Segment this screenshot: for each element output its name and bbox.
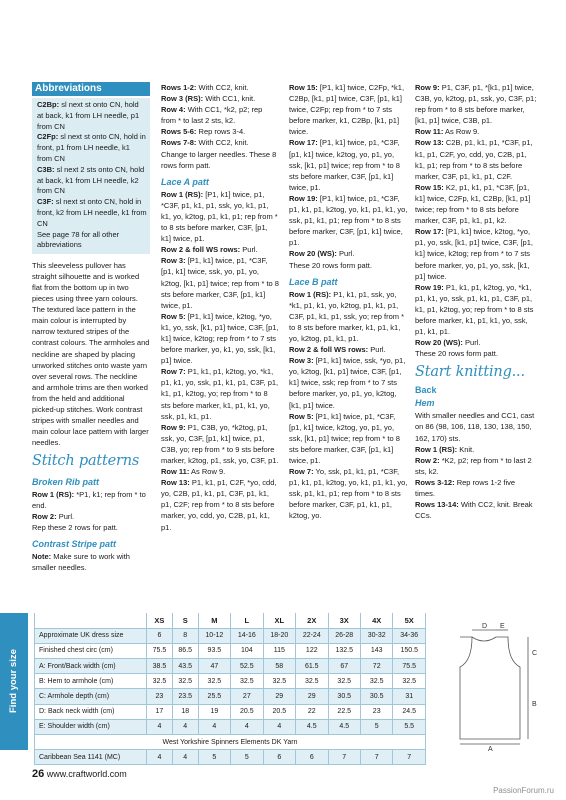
pattern-row: Row 3: [P1, k1] twice, p1, *C3F, [p1, k1] twice, ssk, yo, p1, yo, k2tog, [k1, p1] twice; rep from * to 8 sts before marker, C3F, [p1, k1] twice, p1. <box>161 256 279 310</box>
pattern-row: Rows 13-14: With CC2, knit. Break CCs. <box>415 500 533 521</box>
size-cell: 4.5 <box>296 719 328 734</box>
pattern-row: Row 5: [P1, k1] twice, p1, *C3F, [p1, k1] twice, k2tog, yo, p1, yo, ssk, [k1, p1] twice; rep from * to 8 sts before marker, C3F, [p1, k1] twice, p1. <box>289 411 400 465</box>
yarn-cell: 5 <box>231 750 263 765</box>
size-cell: 17 <box>147 704 173 719</box>
size-cell: 67 <box>328 659 360 674</box>
lace-a-after-text: These 20 rows form patt. <box>289 260 372 270</box>
size-cell: 8 <box>172 628 198 643</box>
size-cell: 30.5 <box>328 689 360 704</box>
label-a: A <box>488 746 493 751</box>
garment-schematic <box>440 623 558 751</box>
pattern-row: Rows 1-2: With CC2, knit. <box>161 83 249 92</box>
size-cell: 23 <box>360 704 392 719</box>
yarn-cell: 7 <box>360 750 392 765</box>
pattern-row: Row 9: P1, C3F, p1, *[k1, p1] twice, C3B, yo, k2tog, p1, ssk, yo, C3F, p1; rep from * to 8 sts before marker, [k1, p1] twice, C3B, p1. <box>415 83 537 126</box>
yarn-title: West Yorkshire Spinners Elements DK Yarn <box>35 735 426 750</box>
column-3 <box>289 82 409 522</box>
pattern-row: Row 13: P1, k1, p1, C2F, *yo, cdd, yo, C2B, p1, k1, p1, C3F, p1, k1, p1, C2F; rep from * to 8 sts before marker, yo, cdd, yo, C2B, p1, k1, p1. <box>161 478 277 532</box>
pattern-row: Rows 5-6: Rep rows 3-4. <box>161 127 246 137</box>
size-cell: 29 <box>296 689 328 704</box>
size-cell: 5.5 <box>393 719 426 734</box>
label-e: E <box>500 623 505 630</box>
column-4 <box>415 82 537 521</box>
size-cell: 20.5 <box>263 704 295 719</box>
pattern-row: Row 2 & foll WS rows: Purl. <box>161 245 258 255</box>
size-row <box>35 628 426 643</box>
size-cell: 52.5 <box>231 659 263 674</box>
size-cell: 4 <box>147 719 173 734</box>
size-cell: 30.5 <box>360 689 392 704</box>
size-cell: 18-20 <box>263 628 295 643</box>
size-row-label: A: Front/Back width (cm) <box>35 659 147 674</box>
size-cell: 93.5 <box>198 643 230 658</box>
stitch-patterns-heading: Stitch patterns <box>32 452 140 469</box>
pattern-row: Row 7: Yo, ssk, p1, k1, p1, *C3F, p1, k1, p1, k2tog, yo, k1, p1, k1, yo, ssk, p1, k1, p1; rep from * to 8 sts before marker, C3F, p1, k1, p1, k2tog, yo. <box>289 467 408 521</box>
size-row-label: Approximate UK dress size <box>35 628 147 643</box>
pattern-row: Row 15: [P1, k1] twice, C2Fp, *k1, C2Bp, [k1, p1] twice, C3F, [p1, k1] twice, C2Fp; rep from * to 7 sts before marker, k1, C2Bp, [k1, p1] twice. <box>289 83 405 137</box>
abbreviations-note: See page 78 for all other abbreviations <box>37 229 120 250</box>
pattern-row: Row 3: [P1, k1] twice, ssk, *yo, p1, yo, k2tog, [k1, p1] twice, C3F, [p1, k1] twice, ssk; rep from * to 7 sts before marker, yo, p1, yo, k2tog, [k1, p1] twice. <box>289 356 406 410</box>
size-cell: 4.5 <box>328 719 360 734</box>
label-c: C <box>532 650 538 657</box>
size-cell: 32.5 <box>172 674 198 689</box>
size-cell: 18 <box>172 704 198 719</box>
size-cell: 75.5 <box>147 643 173 658</box>
yarn-cell: 4 <box>147 750 173 765</box>
size-cell: 72 <box>360 659 392 674</box>
size-table <box>34 613 426 765</box>
size-cell: 10-12 <box>198 628 230 643</box>
pattern-row: Row 20 (WS): Purl. <box>289 249 355 259</box>
size-cell: 14-16 <box>231 628 263 643</box>
size-row <box>35 674 426 689</box>
pattern-row: Row 11: As Row 9. <box>415 127 480 137</box>
size-side-tab-label: Find your size <box>8 649 19 714</box>
size-cell: 23 <box>147 689 173 704</box>
size-cell: 86.5 <box>172 643 198 658</box>
yarn-cell: 6 <box>296 750 328 765</box>
size-header-row <box>35 613 426 628</box>
footer-site: www.craftworld.com <box>46 769 127 779</box>
label-b: B <box>532 701 537 708</box>
size-cell: 32.5 <box>328 674 360 689</box>
yarn-cell: 6 <box>263 750 295 765</box>
size-cell: 26-28 <box>328 628 360 643</box>
size-header: XS <box>147 613 173 628</box>
pattern-row: Row 17: [P1, k1] twice, p1, *C3F, [p1, k1] twice, k2tog, yo, p1, yo, ssk, [k1, p1] twice; rep from * to 8 sts before marker, C3F, [p1, k1] twice, p1. <box>289 138 400 192</box>
pattern-row: Row 2 & foll WS rows: Purl. <box>289 345 386 355</box>
lace-a-heading: Lace A patt <box>161 176 209 187</box>
size-header: 4X <box>360 613 392 628</box>
pattern-row: Row 1 (RS): [P1, k1] twice, p1, *C3F, p1, k1, p1, ssk, yo, k1, p1, k1, yo, k2tog, p1, k1, p1; rep from * to 8 sts before marker, C3F, [p1, k1] twice, p1. <box>161 189 278 244</box>
size-cell: 47 <box>198 659 230 674</box>
size-cell: 6 <box>147 628 173 643</box>
abbreviation-item: C2Fp: sl next st onto CN, hold in front, p1 from LH needle, k1 from CN <box>37 132 146 163</box>
size-row <box>35 643 426 658</box>
pattern-row: Rows 3-12: Rep rows 1-2 five times. <box>415 477 516 498</box>
broken-rib-heading: Broken Rib patt <box>32 476 100 487</box>
pattern-row: Rows 7-8: With CC2, knit. <box>161 138 249 148</box>
size-header: L <box>231 613 263 628</box>
size-header: XL <box>263 613 295 628</box>
size-cell: 132.5 <box>328 643 360 658</box>
size-row-label: E: Shoulder width (cm) <box>35 719 147 734</box>
hem-text: With smaller needles and CC1, cast on 86 (98, 106, 118, 130, 138, 150, 162, 170) sts. <box>415 411 535 443</box>
hem-heading: Hem <box>415 398 435 409</box>
size-header-empty <box>35 613 147 628</box>
pattern-row: Row 20 (WS): Purl. <box>415 338 481 348</box>
size-cell: 150.5 <box>393 643 426 658</box>
size-cell: 143 <box>360 643 392 658</box>
broken-rib-row-2: Row 2: Purl. <box>32 512 75 522</box>
abbreviations-box <box>32 98 150 254</box>
size-row <box>35 719 426 734</box>
size-header: M <box>198 613 230 628</box>
pattern-row: Row 2: *K2, p2; rep from * to last 2 sts, k2. <box>415 455 532 476</box>
size-cell: 19 <box>198 704 230 719</box>
size-cell: 20.5 <box>231 704 263 719</box>
size-cell: 32.5 <box>393 674 426 689</box>
size-cell: 34-36 <box>393 628 426 643</box>
column-2 <box>161 82 279 533</box>
label-d: D <box>482 623 488 630</box>
size-header: 2X <box>296 613 328 628</box>
yarn-title-row <box>35 735 426 750</box>
back-heading: Back <box>415 385 437 396</box>
abbreviation-item: C2Bp: sl next st onto CN, hold at back, k1 from LH needle, p1 from CN <box>37 100 140 131</box>
size-cell: 5 <box>360 719 392 734</box>
pattern-row: Row 4: With CC1, *k2, p2; rep from * to last 2 sts, k2. <box>161 105 263 126</box>
intro-paragraph: This sleeveless pullover has straight silhouette and is worked flat from the bottom up in two pieces using three yarn colours. The textured lace pattern in the main colour is interrupted by narrow textured stripes of the contrast colours. The armholes and neckline are shaped by placing unworked stitches onto waste yarn over several rows. The neckline and armhole trims are then worked from the held and additional picked-up stitches. Work contrast stripes with smaller needles and main colour lace pattern with larger needles. <box>32 261 150 447</box>
lace-b-heading: Lace B patt <box>289 276 338 287</box>
yarn-row <box>35 750 426 765</box>
size-cell: 122 <box>296 643 328 658</box>
pattern-row: Row 1 (RS): Knit. <box>415 444 475 454</box>
size-cell: 4 <box>172 719 198 734</box>
size-row-label: B: Hem to armhole (cm) <box>35 674 147 689</box>
pattern-row: Row 7: P1, k1, p1, k2tog, yo, *k1, p1, k1, yo, ssk, p1, k1, p1, C3F, p1, k1, p1, k2tog, yo; rep from * to 8 sts before marker, k1, p1, k1, yo, ssk, p1, k1, p1. <box>161 367 279 421</box>
size-cell: 22-24 <box>296 628 328 643</box>
watermark: PassionForum.ru <box>493 786 554 795</box>
stripe-after-text: Change to larger needles. These 8 rows form patt. <box>161 149 277 170</box>
size-cell: 115 <box>263 643 295 658</box>
size-cell: 24.5 <box>393 704 426 719</box>
size-cell: 4 <box>231 719 263 734</box>
size-cell: 23.5 <box>172 689 198 704</box>
pattern-row: Row 3 (RS): With CC1, knit. <box>161 94 256 104</box>
pattern-row: Row 19: [P1, k1] twice, p1, *C3F, p1, k1, p1, k2tog, yo, k1, p1, k1, yo, ssk, p1, k1, p1; rep from * to 8 sts before marker, C3F, [p1, k1] twice, p1. <box>289 193 408 248</box>
size-cell: 31 <box>393 689 426 704</box>
size-cell: 32.5 <box>147 674 173 689</box>
contrast-stripe-heading: Contrast Stripe patt <box>32 539 117 550</box>
size-header: S <box>172 613 198 628</box>
size-cell: 32.5 <box>263 674 295 689</box>
yarn-cell: 4 <box>172 750 198 765</box>
column-1 <box>32 82 150 574</box>
abbreviation-item: C3B: sl next 2 sts onto CN, hold at back, k1 from LH needle, k2 from CN <box>37 164 145 196</box>
pattern-row: Row 17: [P1, k1] twice, k2tog, *yo, p1, yo, ssk, [k1, p1] twice, C3F, [p1, k1] twice, k2tog; rep from * to 7 sts before marker, yo, p1, yo, ssk, [k1, p1] twice. <box>415 227 533 281</box>
size-cell: 32.5 <box>231 674 263 689</box>
size-cell: 43.5 <box>172 659 198 674</box>
pattern-row: Row 15: K2, p1, k1, p1, *C3F, [p1, k1] twice, C2Fp, k1, C2Bp, [k1, p1] twice; rep from * to 8 sts before marker, C3F, p1, k1, p1, k2. <box>415 182 531 226</box>
pattern-row: Row 11: As Row 9. <box>161 467 226 477</box>
size-cell: 29 <box>263 689 295 704</box>
size-cell: 25.5 <box>198 689 230 704</box>
broken-rib-row-1: Row 1 (RS): *P1, k1; rep from * to end. <box>32 489 146 511</box>
size-row-label: D: Back neck width (cm) <box>35 704 147 719</box>
pattern-row: Row 19: P1, k1, p1, k2tog, yo, *k1, p1, k1, yo, ssk, p1, k1, p1, C3F, p1, k1, p1, k2tog, yo; rep from * to 8 sts before marker, k1, p1, k1, yo, ssk, p1, k1, p1. <box>415 282 534 337</box>
start-knitting-heading: Start knitting... <box>415 364 525 381</box>
broken-rib-repeat: Rep these 2 rows for patt. <box>32 523 118 533</box>
size-cell: 4 <box>263 719 295 734</box>
size-row <box>35 689 426 704</box>
yarn-cell: 7 <box>328 750 360 765</box>
size-row-label: Finished chest circ (cm) <box>35 643 147 658</box>
size-cell: 75.5 <box>393 659 426 674</box>
size-cell: 32.5 <box>296 674 328 689</box>
size-cell: 22 <box>296 704 328 719</box>
pattern-row: Row 5: [P1, k1] twice, k2tog, *yo, k1, yo, ssk, [k1, p1] twice, C3F, [p1, k1] twice, k2tog; rep from * to 7 sts before marker, yo, k1, yo, ssk, [k1, p1] twice. <box>161 311 279 366</box>
page-footer <box>32 768 127 780</box>
yarn-row-label: Caribbean Sea 1141 (MC) <box>35 750 147 765</box>
size-cell: 61.5 <box>296 659 328 674</box>
size-cell: 32.5 <box>198 674 230 689</box>
size-row <box>35 704 426 719</box>
size-header: 5X <box>393 613 426 628</box>
size-row <box>35 659 426 674</box>
size-cell: 38.5 <box>147 659 173 674</box>
pattern-row: Row 13: C2B, p1, k1, p1, *C3F, p1, k1, p1, C2F, yo, cdd, yo, C2B, p1, k1, p1; rep from * to 8 sts before marker, C3F, p1, k1, p1, C2F. <box>415 138 533 181</box>
size-cell: 30-32 <box>360 628 392 643</box>
abbreviations-title: Abbreviations <box>32 82 150 96</box>
pattern-row: Row 1 (RS): P1, k1, p1, ssk, yo, *k1, p1, k1, yo, k2tog, p1, k1, p1, C3F, p1, k1, p1, ssk, yo; rep from * to 8 sts before marker, k1, p1, k1, yo, k2tog, p1, k1, p1. <box>289 289 405 343</box>
lace-b-after-text: These 20 rows form patt. <box>415 349 498 359</box>
abbreviation-item: C3F: sl next st onto CN, hold in front, k2 from LH needle, k1 from CN <box>37 197 147 228</box>
pattern-row: Row 9: P1, C3B, yo, *k2tog, p1, ssk, yo, C3F, [p1, k1] twice, p1, C3B, yo; rep from * to 9 sts before marker, k2tog, p1, ssk, yo, C3F, p1. <box>161 422 279 465</box>
page-number: 26 <box>32 768 45 780</box>
size-cell: 4 <box>198 719 230 734</box>
yarn-cell: 5 <box>198 750 230 765</box>
size-cell: 104 <box>231 643 263 658</box>
size-cell: 22.5 <box>328 704 360 719</box>
size-header: 3X <box>328 613 360 628</box>
size-row-label: C: Armhole depth (cm) <box>35 689 147 704</box>
size-cell: 32.5 <box>360 674 392 689</box>
size-cell: 58 <box>263 659 295 674</box>
size-cell: 27 <box>231 689 263 704</box>
contrast-stripe-note: Note: Make sure to work with smaller needles. <box>32 552 130 573</box>
schematic-outline <box>460 637 520 739</box>
yarn-cell: 7 <box>393 750 426 765</box>
